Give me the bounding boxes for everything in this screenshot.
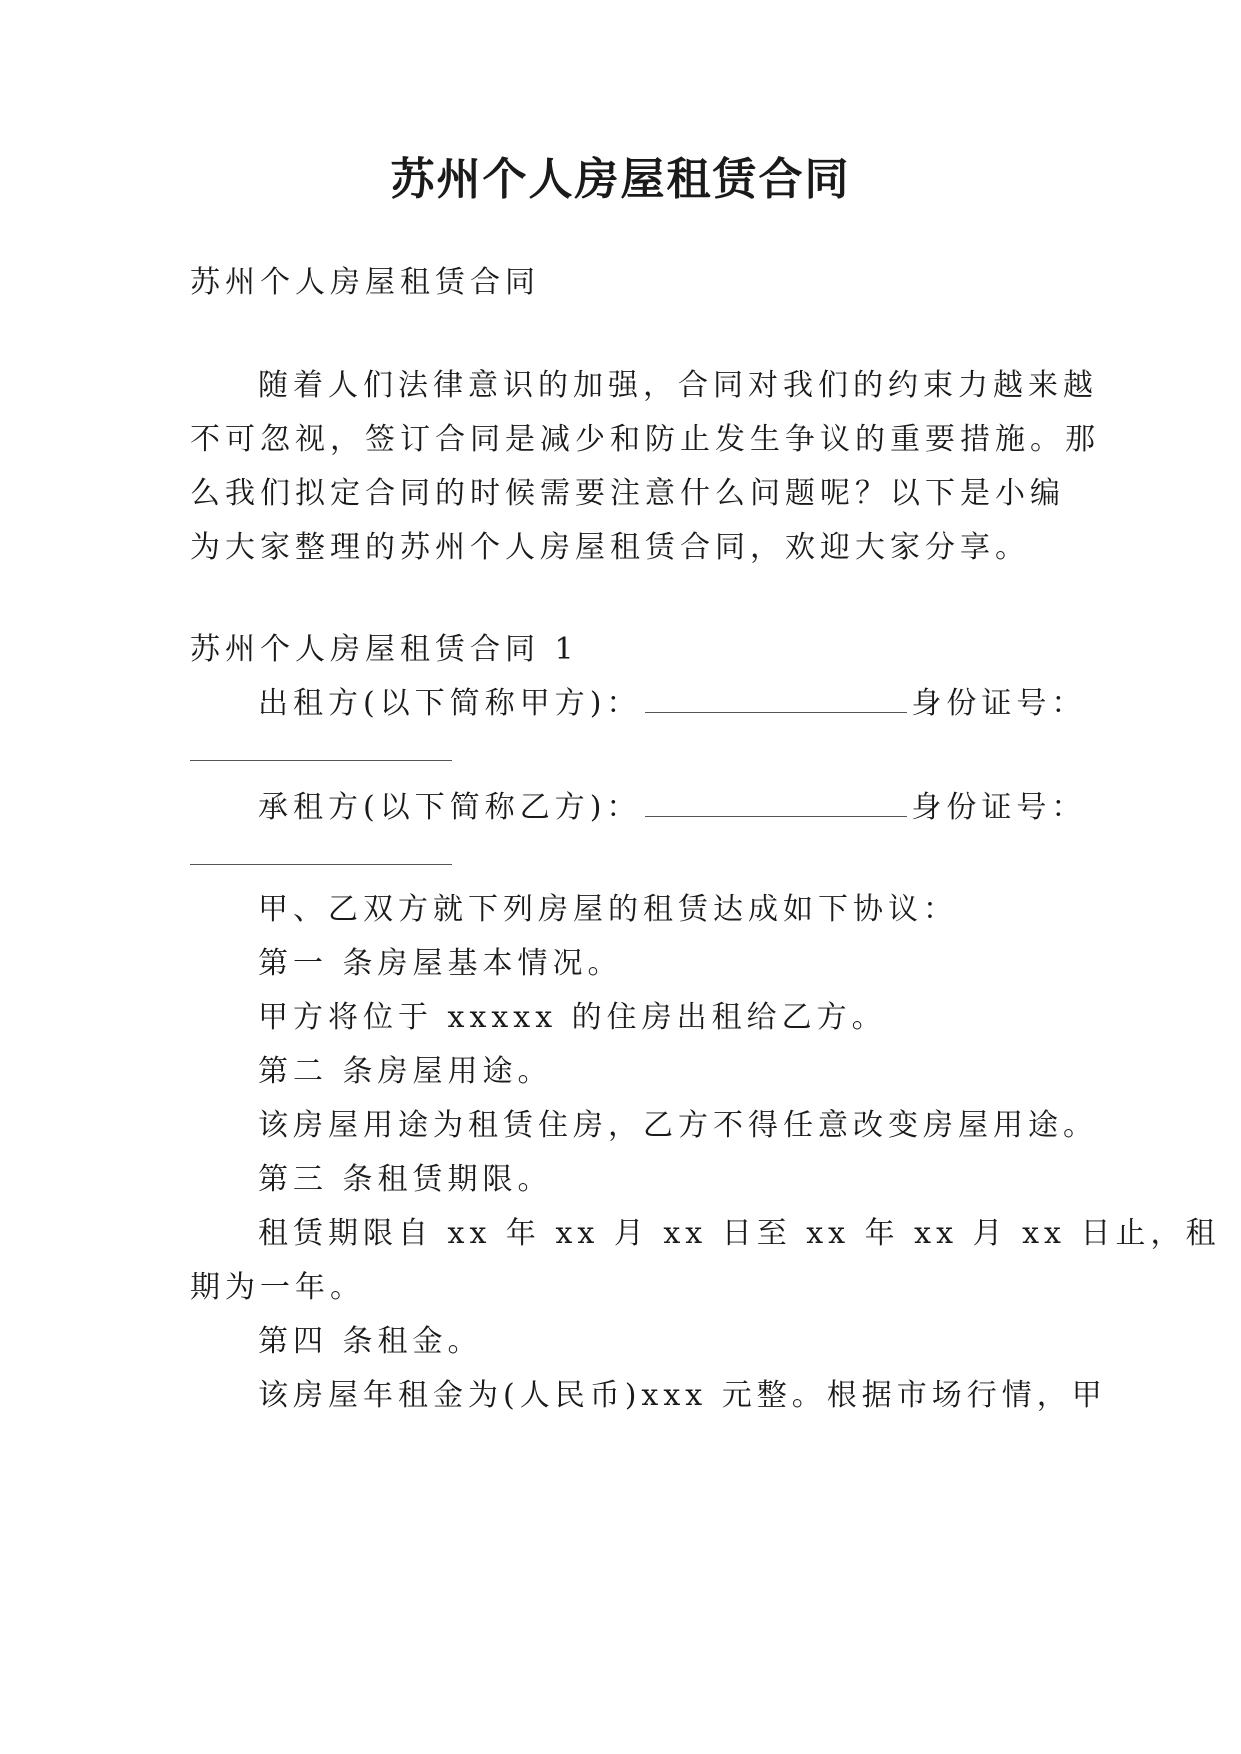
document-title: 苏州个人房屋租赁合同 — [390, 154, 851, 205]
article-4-title: 第四 条租金。 — [258, 1324, 483, 1359]
party-b-id-blank — [190, 864, 452, 865]
article-4-text: 该房屋年租金为(人民币)xxx 元整。根据市场行情，甲 — [258, 1378, 1107, 1413]
article-3-text-1: 租赁期限自 xx 年 xx 月 xx 日至 xx 年 xx 月 xx 日止，租 — [258, 1216, 1221, 1251]
contract-1-heading: 苏州个人房屋租赁合同 1 — [190, 632, 579, 667]
intro-line-2: 不可忽视，签订合同是减少和防止发生争议的重要措施。那 — [190, 422, 1100, 457]
party-b-name-blank — [645, 786, 907, 817]
intro-line-3: 么我们拟定合同的时候需要注意什么问题呢？以下是小编 — [190, 476, 1065, 511]
party-a-id-blank — [190, 760, 452, 761]
party-b-line — [258, 786, 1086, 828]
party-a-label: 出租方(以下简称甲方)： — [258, 686, 642, 721]
article-3-text-2: 期为一年。 — [190, 1270, 365, 1305]
party-a-name-blank — [645, 682, 907, 713]
party-b-label: 承租方(以下简称乙方)： — [258, 790, 642, 825]
party-a-id-label: 身份证号： — [911, 686, 1087, 721]
intro-line-1: 随着人们法律意识的加强，合同对我们的约束力越来越 — [258, 368, 1098, 403]
article-1-text: 甲方将位于 xxxxx 的住房出租给乙方。 — [258, 1000, 887, 1035]
intro-line-4: 为大家整理的苏州个人房屋租赁合同，欢迎大家分享。 — [190, 530, 1030, 565]
article-1-title: 第一 条房屋基本情况。 — [258, 946, 623, 981]
article-3-title: 第三 条租赁期限。 — [258, 1162, 553, 1197]
agreement-statement: 甲、乙双方就下列房屋的租赁达成如下协议： — [258, 892, 958, 927]
document-subtitle: 苏州个人房屋租赁合同 — [190, 265, 540, 300]
article-2-title: 第二 条房屋用途。 — [258, 1054, 553, 1089]
party-b-id-label: 身份证号： — [911, 790, 1087, 825]
party-a-line — [258, 682, 1086, 724]
article-2-text: 该房屋用途为租赁住房，乙方不得任意改变房屋用途。 — [258, 1108, 1098, 1143]
